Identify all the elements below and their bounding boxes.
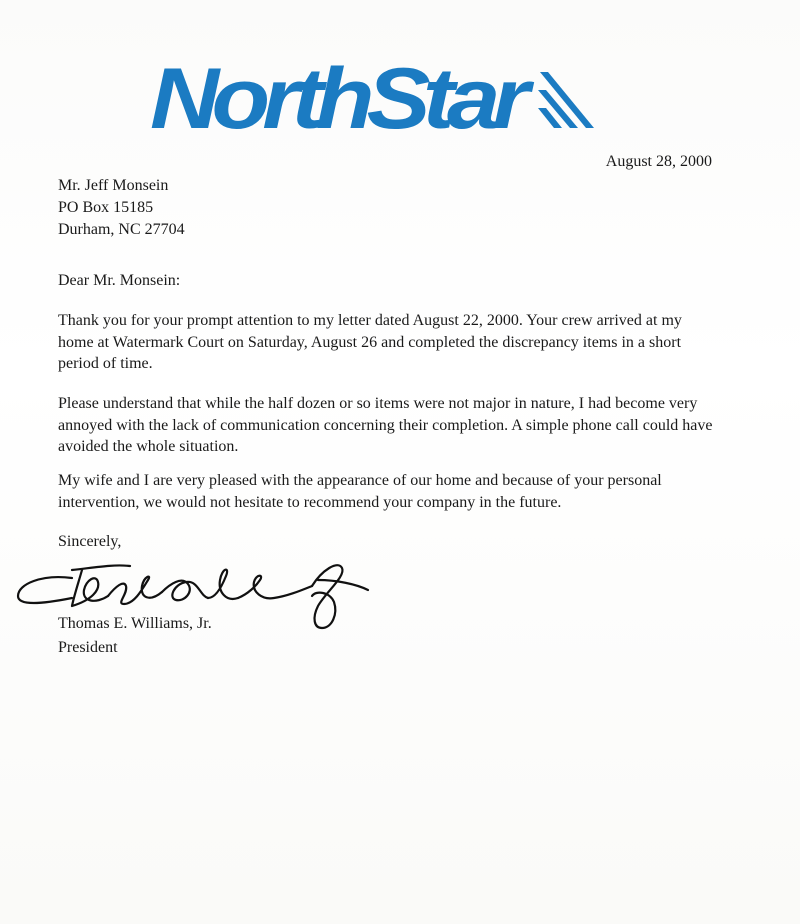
- signer-name: Thomas E. Williams, Jr.: [58, 615, 212, 632]
- logo-stripes-icon: [538, 72, 594, 128]
- letter-date: August 28, 2000: [605, 153, 712, 170]
- northstar-logo-graphic: [150, 50, 610, 140]
- recipient-address-line1: PO Box 15185: [58, 199, 154, 216]
- signer-title: President: [58, 639, 118, 656]
- recipient-address-line2: Durham, NC 27704: [58, 221, 185, 238]
- logo-wordmark: NorthStar: [150, 51, 535, 140]
- salutation: Dear Mr. Monsein:: [58, 272, 181, 289]
- signer-block: [58, 612, 212, 660]
- body-paragraph-1: Thank you for your prompt attention to my letter dated August 22, 2000. Your crew arrived at my home at Watermark Court on Saturday, August 26 and completed the discrepancy items in a short period of time.: [58, 312, 682, 372]
- closing: Sincerely,: [58, 533, 122, 550]
- body-paragraph-2: Please understand that while the half dozen or so items were not major in nature, I had become very annoyed with the lack of communication concerning their completion. A simple phone call could have avoided the whole situation.: [58, 395, 713, 455]
- body-paragraph-3: My wife and I are very pleased with the appearance of our home and because of your personal intervention, we would not hesitate to recommend your company in the future.: [58, 472, 662, 511]
- northstar-logo: [150, 50, 610, 140]
- recipient-address: [58, 175, 185, 241]
- recipient-name: Mr. Jeff Monsein: [58, 177, 169, 194]
